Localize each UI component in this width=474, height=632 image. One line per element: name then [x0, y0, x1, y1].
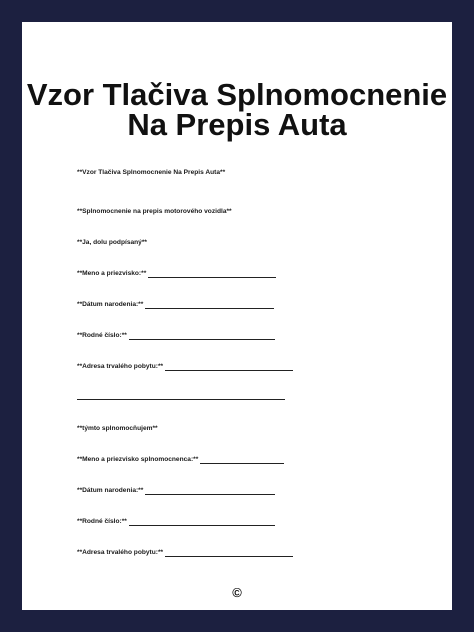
authorize-line — [77, 425, 158, 433]
grantor-address-continuation[interactable] — [77, 399, 285, 400]
agent-name-label: **Meno a priezvisko splnomocnenca:** — [77, 456, 199, 463]
title-line-2: Na Prepis Auta — [127, 107, 347, 142]
grantor-id-label: **Rodné číslo:** — [77, 332, 127, 339]
agent-birth-label: **Dátum narodenia:** — [77, 487, 144, 494]
agent-name-field[interactable] — [200, 456, 284, 464]
grantor-address-label: **Adresa trvalého pobytu:** — [77, 363, 164, 370]
agent-id-field[interactable] — [129, 518, 275, 526]
agent-birth-field[interactable] — [145, 487, 275, 495]
agent-name-row — [77, 456, 284, 464]
agent-address-label: **Adresa trvalého pobytu:** — [77, 549, 164, 556]
grantor-name-label: **Meno a priezvisko:** — [77, 270, 147, 277]
grantor-address-row — [77, 363, 293, 371]
agent-id-row — [77, 518, 275, 526]
form-subheading — [77, 208, 232, 216]
copyright-icon: © — [232, 585, 242, 600]
grantor-address-field[interactable] — [165, 363, 293, 371]
agent-address-field[interactable] — [165, 549, 293, 557]
form-heading-text: **Vzor Tlačiva Splnomocnenie Na Prepis Auta** — [77, 169, 226, 176]
authorize-text: **týmto splnomocňujem** — [77, 425, 158, 432]
grantor-name-row — [77, 270, 276, 278]
document-page — [22, 22, 452, 610]
intro-text: **Ja, dolu podpísaný** — [77, 239, 147, 246]
intro-line — [77, 239, 147, 247]
agent-address-row — [77, 549, 293, 557]
title-line-1: Vzor Tlačiva Splnomocnenie — [26, 77, 448, 112]
agent-birth-row — [77, 487, 275, 495]
grantor-birth-label: **Dátum narodenia:** — [77, 301, 144, 308]
grantor-id-field[interactable] — [129, 332, 275, 340]
form-heading — [77, 169, 225, 177]
agent-id-label: **Rodné číslo:** — [77, 518, 127, 525]
grantor-birth-row — [77, 301, 274, 309]
grantor-name-field[interactable] — [148, 270, 276, 278]
grantor-id-row — [77, 332, 275, 340]
document-title — [22, 77, 452, 142]
grantor-birth-field[interactable] — [145, 301, 274, 309]
form-subheading-text: **Splnomocnenie na prepis motorového vozidla** — [77, 208, 232, 215]
